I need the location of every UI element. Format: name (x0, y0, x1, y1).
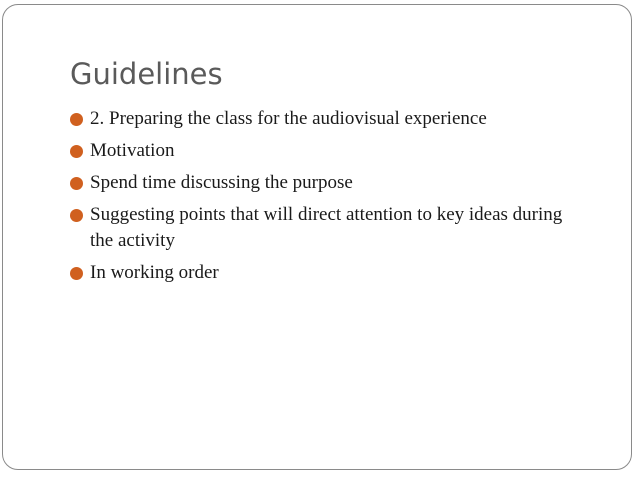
bullet-item (70, 106, 590, 132)
slide-title: Guidelines (70, 57, 223, 91)
bullet-dot-icon (70, 209, 83, 222)
bullet-dot-icon (70, 267, 83, 280)
bullet-item (70, 202, 590, 254)
bullet-text: Suggesting points that will direct attention to key ideas during the activity (90, 204, 563, 251)
bullet-text: Motivation (90, 140, 175, 161)
bullet-text: Spend time discussing the purpose (90, 172, 353, 193)
bullet-text: 2. Preparing the class for the audiovisual experience (90, 108, 487, 129)
bullet-dot-icon (70, 177, 83, 190)
bullet-dot-icon (70, 145, 83, 158)
bullet-item (70, 138, 590, 164)
bullet-list (70, 106, 590, 292)
bullet-item (70, 260, 590, 286)
bullet-text: In working order (90, 262, 219, 283)
bullet-item (70, 170, 590, 196)
bullet-dot-icon (70, 113, 83, 126)
